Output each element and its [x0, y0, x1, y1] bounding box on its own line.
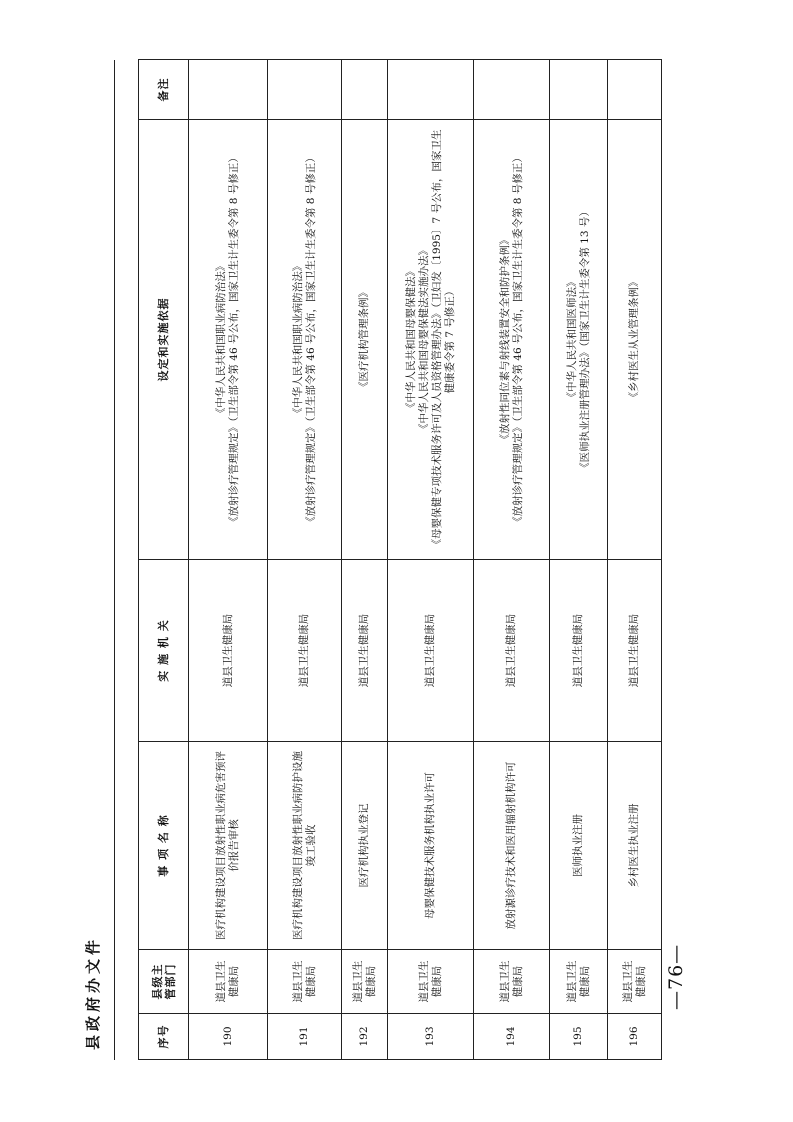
basis-line: 《中华人民共和国母婴保健法实施办法》 [417, 245, 430, 434]
cell-item: 乡村医生执业注册 [608, 742, 662, 950]
cell-remark [474, 60, 550, 120]
cell-item: 母婴保健技术服务机构执业许可 [388, 742, 474, 950]
cell-basis [268, 120, 342, 560]
cell-remark [550, 60, 608, 120]
cell-basis [342, 120, 388, 560]
column-header-seq: 序号 [139, 1014, 189, 1060]
cell-item: 医疗机构执业登记 [342, 742, 388, 950]
table-row [189, 60, 268, 1060]
cell-agency: 道县卫生健康局 [474, 560, 550, 742]
column-header-remark: 备注 [139, 60, 189, 120]
basis-line: 《放射性同位素与射线装置安全和防护条例》 [498, 234, 511, 445]
cell-seq: 195 [550, 1014, 608, 1060]
cell-dept: 道县卫生健康局 [608, 950, 662, 1014]
table-header-row [139, 60, 189, 1060]
cell-agency: 道县卫生健康局 [189, 560, 268, 742]
cell-dept: 道县卫生健康局 [342, 950, 388, 1014]
cell-item: 放射源诊疗技术和医用辐射机构许可 [474, 742, 550, 950]
cell-agency: 道县卫生健康局 [342, 560, 388, 742]
basis-line: 《中华人民共和国母婴保健法》 [404, 266, 417, 413]
cell-remark [608, 60, 662, 120]
cell-seq: 190 [189, 1014, 268, 1060]
column-header-agency: 实 施 机 关 [139, 560, 189, 742]
cell-dept: 道县卫生健康局 [268, 950, 342, 1014]
cell-seq: 191 [268, 1014, 342, 1060]
basis-line: 《母婴保健专项技术服务许可及人员资格管理办法》（卫妇发〔1995〕7 号公布，国家卫生健康委令第 7 号修正） [430, 129, 456, 550]
basis-line: 《乡村医生从业管理条例》 [628, 276, 640, 403]
cell-seq: 193 [388, 1014, 474, 1060]
cell-item: 医师执业注册 [550, 742, 608, 950]
table-row [342, 60, 388, 1060]
administrative-items-table [138, 59, 662, 1060]
cell-seq: 194 [474, 1014, 550, 1060]
cell-remark [268, 60, 342, 120]
cell-basis [608, 120, 662, 560]
table-row [474, 60, 550, 1060]
cell-agency: 道县卫生健康局 [550, 560, 608, 742]
cell-basis [550, 120, 608, 560]
table-row [268, 60, 342, 1060]
cell-basis [189, 120, 268, 560]
column-header-dept: 县级主管部门 [139, 950, 189, 1014]
table-row [608, 60, 662, 1060]
cell-item: 医疗机构建设项目放射性职业病危害预评价报告审核 [189, 742, 268, 950]
basis-line: 《医师执业注册管理办法》（国家卫生计生委令第 13 号） [578, 206, 591, 473]
cell-dept: 道县卫生健康局 [550, 950, 608, 1014]
basis-line: 《中华人民共和国医师法》 [565, 276, 578, 403]
cell-dept: 道县卫生健康局 [474, 950, 550, 1014]
page-number: —76— [665, 943, 687, 1010]
basis-line: 《放射诊疗管理规定》（卫生部令第 46 号公布，国家卫生计生委令第 8 号修正） [304, 152, 317, 527]
cell-item: 医疗机构建设项目放射性职业病防护设施竣工验收 [268, 742, 342, 950]
cell-basis [474, 120, 550, 560]
basis-line: 《中华人民共和国职业病防治法》 [215, 260, 227, 419]
cell-remark [189, 60, 268, 120]
basis-line: 《中华人民共和国职业病防治法》 [291, 260, 304, 419]
table-row [550, 60, 608, 1060]
cell-agency: 道县卫生健康局 [268, 560, 342, 742]
cell-seq: 196 [608, 1014, 662, 1060]
basis-line: 《放射诊疗管理规定》（卫生部令第 46 号公布，国家卫生计生委令第 8 号修正） [511, 152, 524, 527]
basis-line: 《医疗机构管理条例》 [358, 287, 370, 392]
document-header-title: 县政府办文件 [84, 935, 102, 1050]
cell-dept: 道县卫生健康局 [388, 950, 474, 1014]
cell-agency: 道县卫生健康局 [608, 560, 662, 742]
cell-remark [388, 60, 474, 120]
cell-dept: 道县卫生健康局 [189, 950, 268, 1014]
basis-line: 《放射诊疗管理规定》（卫生部令第 46 号公布，国家卫生计生委令第 8 号修正） [228, 152, 240, 527]
cell-agency: 道县卫生健康局 [388, 560, 474, 742]
column-header-item: 事 项 名 称 [139, 742, 189, 950]
cell-seq: 192 [342, 1014, 388, 1060]
header-divider [114, 60, 115, 1060]
column-header-basis: 设定和实施依据 [139, 120, 189, 560]
table-row [388, 60, 474, 1060]
cell-basis [388, 120, 474, 560]
cell-remark [342, 60, 388, 120]
